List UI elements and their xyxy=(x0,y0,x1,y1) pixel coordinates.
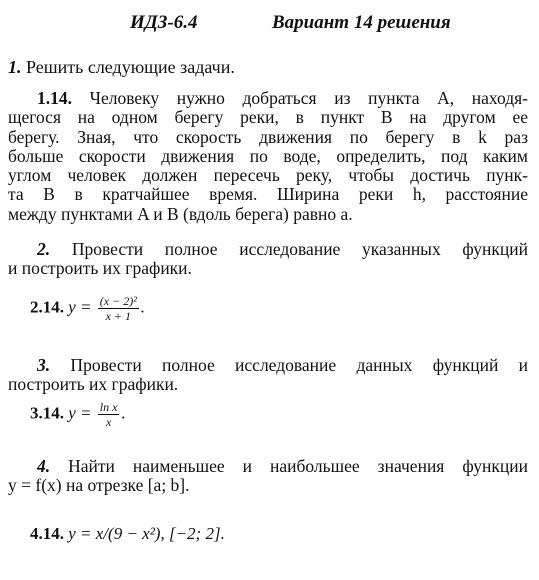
formula-number: 4.14. xyxy=(30,524,64,543)
task-2-number: 2. xyxy=(37,239,51,259)
task-3-number: 3. xyxy=(37,355,51,375)
page-header xyxy=(0,12,539,38)
task-1-title-text: Решить следующие задачи. xyxy=(21,57,235,77)
problem-line: та B в кратчайшее время. Ширина реки h, расстояние xyxy=(8,184,528,205)
formula-2-14 xyxy=(30,294,145,323)
fraction-denominator: x + 1 xyxy=(105,309,131,323)
formula-lhs: y = xyxy=(68,297,92,317)
task-2-text xyxy=(8,240,528,279)
problem-line: углом человек должен пересечь реку, чтобы достичь пунк- xyxy=(8,165,528,186)
assignment-code: ИДЗ-6.4 xyxy=(130,12,198,33)
task-line: построить их графики. xyxy=(8,374,179,395)
task-line xyxy=(8,457,528,476)
problem-line: берегу. Зная, что скорость движения по берегу в k раз xyxy=(8,126,528,147)
task-1-title xyxy=(8,57,235,78)
formula-text: y = x/(9 − x²), [−2; 2]. xyxy=(68,524,225,543)
problem-line: между пунктами A и B (вдоль берега) равно a. xyxy=(8,203,353,224)
formula-number: 2.14. xyxy=(30,297,64,317)
problem-line: щегося на одном берегу реки, в пункт B на другом ее xyxy=(8,107,528,128)
fraction xyxy=(98,294,139,323)
task-line-text: Найти наименьшее и наибольшее значения функции xyxy=(50,456,528,476)
fraction-numerator: (x − 2)² xyxy=(99,294,137,308)
fraction-numerator: ln x xyxy=(99,400,118,414)
problem-line xyxy=(8,89,528,108)
variant-title: Вариант 14 решения xyxy=(272,12,451,33)
task-line: и построить их графики. xyxy=(8,258,192,279)
formula-3-14 xyxy=(30,400,126,429)
task-4-number: 4. xyxy=(37,456,51,476)
formula-number: 3.14. xyxy=(30,403,64,423)
task-line: y = f(x) на отрезке [a; b]. xyxy=(8,475,190,496)
problem-number: 1.14. xyxy=(37,88,72,108)
formula-end: . xyxy=(140,297,146,317)
task-4-text xyxy=(8,457,528,496)
fraction-denominator: x xyxy=(105,415,112,429)
formula-4-14 xyxy=(30,524,225,544)
task-line-text: Провести полное исследование данных функций и xyxy=(50,355,528,375)
formula-end: . xyxy=(121,403,126,423)
task-3-text xyxy=(8,356,528,395)
problem-line-text: Человеку нужно добраться из пункта A, находя- xyxy=(72,88,528,108)
fraction xyxy=(98,400,120,429)
task-line-text: Провести полное исследование указанных функций xyxy=(50,239,528,259)
problem-line: больше скорости движения по воде, определить, под каким xyxy=(8,145,528,166)
task-1-problem xyxy=(8,89,528,224)
formula-lhs: y = xyxy=(68,403,92,423)
task-line xyxy=(8,356,528,375)
task-line xyxy=(8,240,528,259)
task-1-number: 1. xyxy=(8,57,22,77)
